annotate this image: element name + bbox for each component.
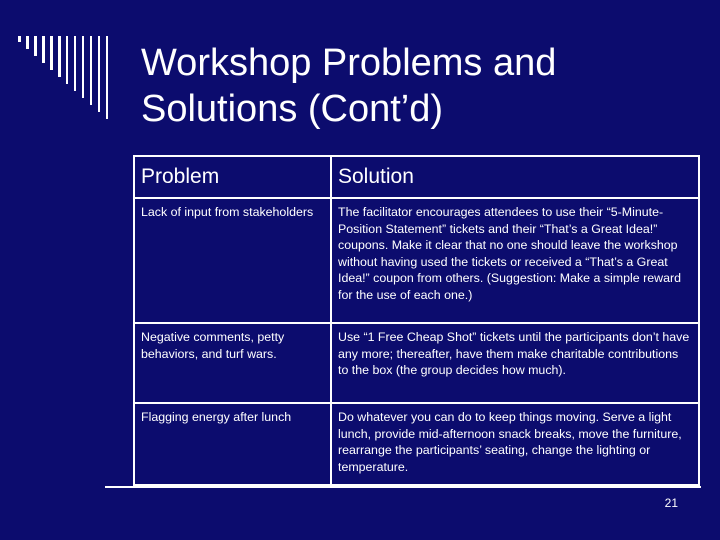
title-line-1: Workshop Problems and: [141, 42, 557, 84]
title-line-2: Solutions (Cont’d): [141, 88, 444, 130]
decorative-bar: [34, 36, 37, 56]
header-problem: Problem: [134, 156, 331, 198]
footer-rule: [105, 486, 701, 488]
table-row: [134, 403, 699, 485]
header-solution: Solution: [331, 156, 699, 198]
decorative-bar: [106, 36, 108, 119]
solution-cell: Use “1 Free Cheap Shot” tickets until the participants don’t have any more; thereafter, have them make charitable contributions to the box (the group decides how much).: [331, 323, 699, 403]
decorative-bars: [18, 36, 128, 136]
decorative-bar: [50, 36, 53, 70]
decorative-bar: [26, 36, 29, 49]
decorative-bar: [74, 36, 76, 91]
table-header-row: [134, 156, 699, 198]
decorative-bar: [66, 36, 68, 84]
table-row: [134, 198, 699, 323]
solution-cell: The facilitator encourages attendees to use their “5-Minute-Position Statement” tickets and their “That’s a Great Idea!” coupons. Make it clear that no one should leave the workshop without having used the tickets or received a “That’s a Great Idea!” coupon from others. (Suggestion: Make a simple reward for the use of each one.): [331, 198, 699, 323]
problem-cell: Negative comments, petty behaviors, and turf wars.: [134, 323, 331, 403]
problem-cell: Flagging energy after lunch: [134, 403, 331, 485]
slide-title: [141, 40, 701, 132]
decorative-bar: [18, 36, 21, 42]
decorative-bar: [98, 36, 100, 112]
decorative-bar: [82, 36, 84, 98]
page-number: 21: [664, 496, 678, 510]
table-row: [134, 323, 699, 403]
decorative-bar: [42, 36, 45, 63]
problem-cell: Lack of input from stakeholders: [134, 198, 331, 323]
decorative-bar: [90, 36, 92, 105]
problems-solutions-table: [133, 155, 700, 486]
decorative-bar: [58, 36, 61, 77]
solution-cell: Do whatever you can do to keep things moving. Serve a light lunch, provide mid-afternoon snack breaks, move the furniture, rearrange the participants’ seating, change the lighting or temperature.: [331, 403, 699, 485]
